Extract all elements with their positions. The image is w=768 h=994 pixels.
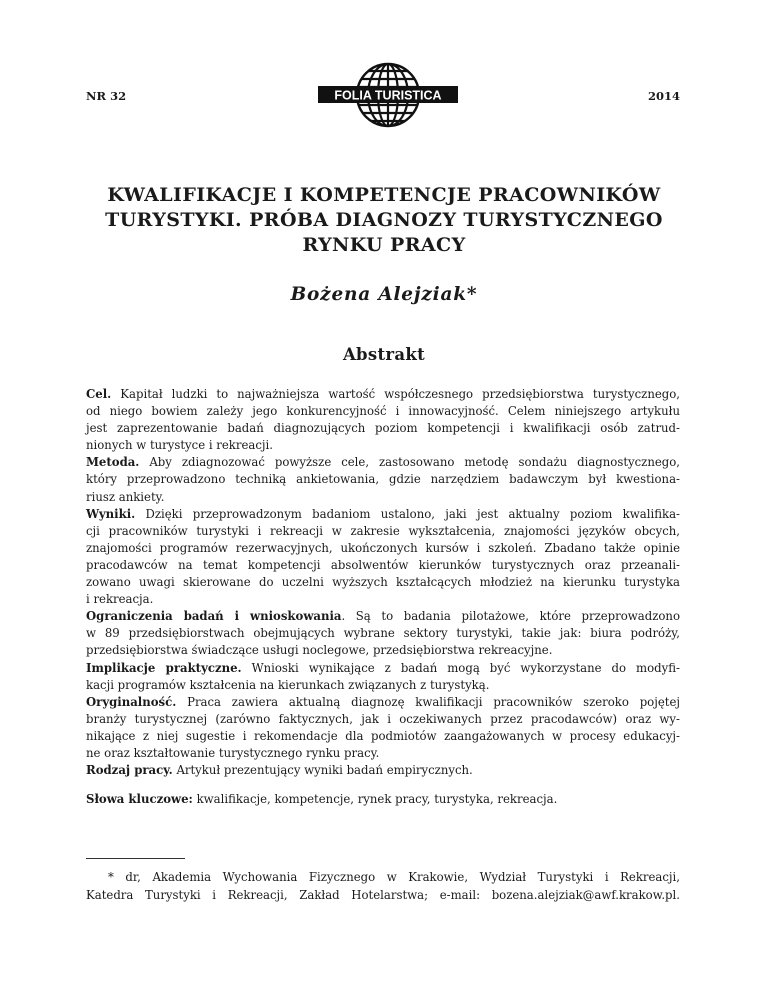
abstract-line: pracodawców na temat kompetencji absolwentów kierunków turystycznych oraz przeanali- bbox=[86, 557, 680, 572]
abstract-line: Implikacje praktyczne. Wnioski wynikające z badań mogą być wykorzystane do modyfi- bbox=[86, 660, 680, 675]
title-line: KWALIFIKACJE I KOMPETENCJE PRACOWNIKÓW bbox=[107, 184, 661, 206]
issue-number: NR 32 bbox=[86, 89, 127, 103]
abstract-heading: Abstrakt bbox=[342, 345, 426, 364]
author-name: Bożena Alejziak* bbox=[290, 284, 478, 305]
abstract-line: który przeprowadzono techniką ankietowania, gdzie narzędziem badawczym był kwestiona- bbox=[86, 472, 680, 487]
abstract-line: Oryginalność. Praca zawiera aktualną diagnozę kwalifikacji pracowników szeroko pojętej bbox=[86, 694, 680, 709]
globe-icon bbox=[318, 62, 458, 128]
abstract-line: w 89 przedsiębiorstwach obejmujących wybrane sektory turystyki, takie jak: biura podróży, bbox=[86, 626, 680, 641]
footnote-line: Katedra Turystyki i Rekreacji, Zakład Hotelarstwa; e-mail: bozena.alejziak@awf.krakow.pl. bbox=[86, 887, 680, 902]
section-label-metoda: Metoda. bbox=[86, 455, 140, 470]
abstract-body bbox=[86, 386, 680, 779]
footnote-line: * dr, Akademia Wychowania Fizycznego w Krakowie, Wydział Turystyki i Rekreacji, bbox=[108, 870, 680, 884]
abstract-line: Cel. Kapitał ludzki to najważniejsza wartość współczesnego przedsiębiorstwa turystycznego, bbox=[86, 387, 681, 401]
article-title bbox=[84, 183, 684, 258]
abstract-line: branży turystycznej (zarówno faktycznych, jak i oczekiwanych przez pracodawców) oraz wy- bbox=[86, 711, 680, 726]
author-footnote bbox=[86, 869, 680, 904]
abstract-line: Wyniki. Dzięki przeprowadzonym badaniom ustalono, jaki jest aktualny poziom kwalifika- bbox=[86, 506, 680, 521]
section-label-rodzaj: Rodzaj pracy. bbox=[86, 763, 173, 778]
issue-year: 2014 bbox=[648, 89, 681, 103]
abstract-line: zowano uwagi skierowane do uczelni wyższych kształcących młodzież na kierunku turystyka bbox=[86, 575, 680, 590]
section-label-implikacje: Implikacje praktyczne. bbox=[86, 660, 242, 675]
abstract-line: kacji programów kształcenia na kierunkach związanych z turystyką. bbox=[86, 677, 490, 692]
abstract-line: jest zaprezentowanie badań diagnozujących poziom kompetencji i kwalifikacji osób zatrud- bbox=[86, 421, 680, 436]
footnote-divider bbox=[86, 858, 185, 859]
abstract-line: przedsiębiorstwa świadczące usługi noclegowe, przedsiębiorstwa rekreacyjne. bbox=[86, 643, 553, 658]
title-line: RYNKU PRACY bbox=[302, 234, 466, 256]
abstract-line: nikające z niej sugestie i rekomendacje dla podmiotów zaangażowanych w procesy edukacyj- bbox=[86, 728, 680, 743]
abstract-line: riusz ankiety. bbox=[86, 489, 165, 504]
keywords-text: kwalifikacje, kompetencje, rynek pracy, turystyka, rekreacja. bbox=[196, 792, 558, 806]
journal-logo bbox=[318, 62, 458, 128]
abstract-line: Rodzaj pracy. Artykuł prezentujący wyniki badań empirycznych. bbox=[86, 763, 473, 778]
section-label-wyniki: Wyniki. bbox=[86, 506, 136, 521]
logo-text: FOLIA TURISTICA bbox=[334, 88, 442, 103]
abstract-line: Ograniczenia badań i wnioskowania. Są to badania pilotażowe, które przeprowadzono bbox=[86, 609, 680, 624]
section-label-oryginalnosc: Oryginalność. bbox=[86, 694, 177, 709]
abstract-line: i rekreacja. bbox=[86, 592, 154, 607]
section-label-cel: Cel. bbox=[86, 387, 112, 401]
abstract-line: cji pracowników turystyki i rekreacji w zakresie wykształcenia, znajomości języków obcych, bbox=[86, 523, 680, 538]
keywords bbox=[86, 791, 680, 808]
abstract-line: od niego bowiem zależy jego konkurencyjność i innowacyjność. Celem niniejszego artykułu bbox=[86, 404, 680, 419]
abstract-line: Metoda. Aby zdiagnozować powyższe cele, zastosowano metodę sondażu diagnostycznego, bbox=[86, 455, 681, 470]
abstract-line: nionych w turystyce i rekreacji. bbox=[86, 438, 273, 453]
keywords-label: Słowa kluczowe: bbox=[86, 792, 193, 806]
title-line: TURYSTYKI. PRÓBA DIAGNOZY TURYSTYCZNEGO bbox=[105, 209, 663, 231]
section-label-ograniczenia: Ograniczenia badań i wnioskowania bbox=[86, 609, 342, 624]
abstract-line: znajomości programów rezerwacyjnych, ukończonych kursów i szkoleń. Zbadano także opinie bbox=[86, 540, 680, 555]
abstract-line: ne oraz kształtowanie turystycznego rynku pracy. bbox=[86, 745, 380, 760]
